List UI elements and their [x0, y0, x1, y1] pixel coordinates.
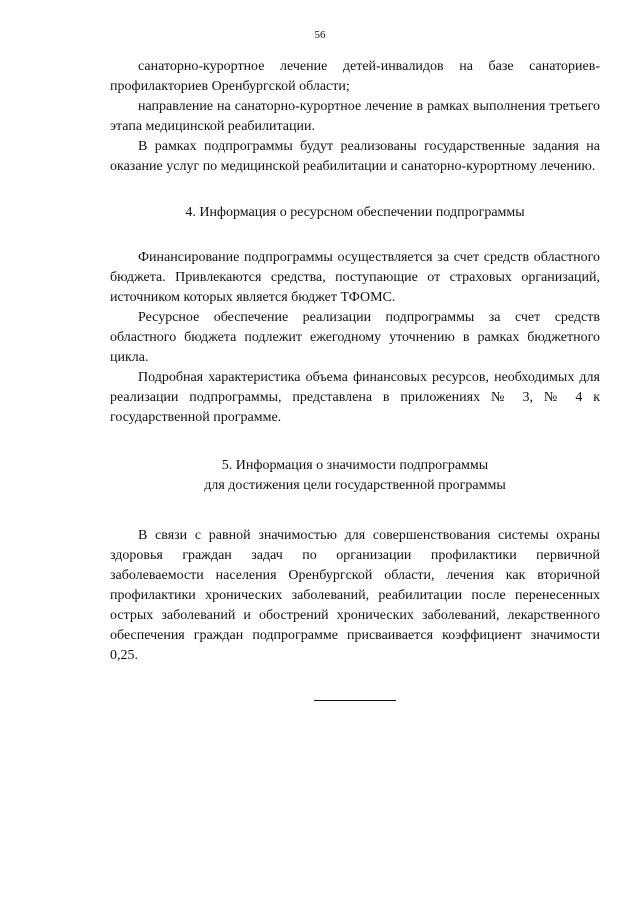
paragraph: Финансирование подпрограммы осуществляется за счет средств областного бюджета. Привлекаются средства, поступающие от страховых организаций, источником которых является бюджет ТФОМС.: [110, 250, 600, 305]
paragraph: санаторно-курортное лечение детей-инвалидов на базе санаториев-профилакториев Оренбургской области;: [110, 59, 600, 94]
paragraph: Ресурсное обеспечение реализации подпрограммы за счет средств областного бюджета подлежит ежегодному уточнению в рамках бюджетного цикла.: [110, 310, 600, 365]
section-heading-5-line1: 5. Информация о значимости подпрограммы: [221, 458, 489, 473]
closing-rule: [314, 700, 396, 701]
section-heading-4: 4. Информация о ресурсном обеспечении подпрограммы: [185, 205, 525, 220]
paragraph: направление на санаторно-курортное лечение в рамках выполнения третьего этапа медицинской реабилитации.: [110, 99, 600, 134]
page-number: 56: [314, 29, 326, 41]
section-heading-5: [110, 456, 600, 496]
paragraph: В связи с равной значимостью для совершенствования системы охраны здоровья граждан задач по организации профилактики первичной заболеваемости населения Оренбургской области, лечения как вторичной профилактики хронических заболеваний, реабилитации после перенесенных острых заболеваний и обострений хронических заболеваний, лекарственного обеспечения граждан подпрограмме присваивается коэффициент значимости 0,25.: [110, 528, 600, 663]
paragraph: В рамках подпрограммы будут реализованы государственные задания на оказание услуг по медицинской реабилитации и санаторно-курортному лечению.: [110, 139, 600, 174]
section-heading-5-line2: для достижения цели государственной программы: [204, 478, 506, 493]
paragraph: Подробная характеристика объема финансовых ресурсов, необходимых для реализации подпрограммы, представлена в приложениях № 3, № 4 к государственной программе.: [110, 370, 600, 425]
page-content: [110, 57, 600, 701]
